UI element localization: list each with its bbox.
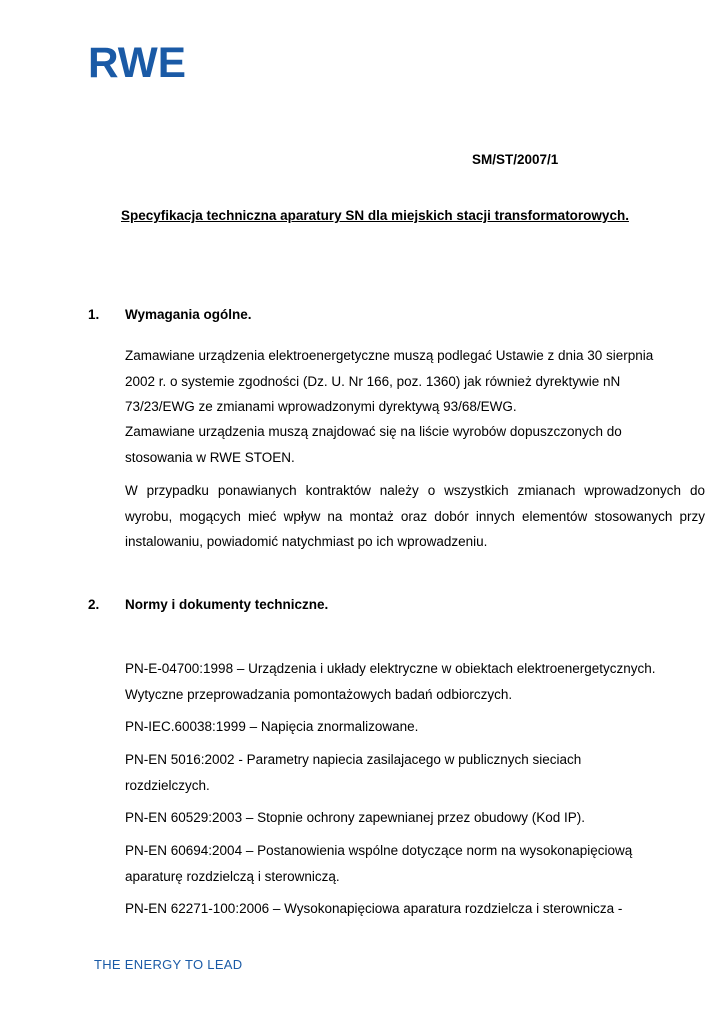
norm-line: PN-E-04700:1998 – Urządzenia i układy elektryczne w obiektach elektroenergetycznych. bbox=[125, 661, 656, 676]
section-1-paragraph-3: W przypadku ponawianych kontraktów należy o wszystkich zmianach wprowadzonych do wyrobu, mogących mieć wpływ na montaż oraz dobór innych elementów stosowanych przy instalowaniu, powiadomić natychmiast po ich wprowadzeniu. bbox=[125, 483, 705, 549]
norm-line: PN-EN 5016:2002 - Parametry napiecia zasilajacego w publicznych sieciach bbox=[125, 752, 582, 767]
rwe-logo bbox=[88, 40, 188, 80]
paragraph-line: 2002 r. o systemie zgodności (Dz. U. Nr 166, poz. 1360) jak również dyrektywie nN bbox=[125, 373, 621, 389]
norm-item bbox=[125, 896, 705, 922]
norm-item bbox=[125, 805, 705, 831]
norm-line: PN-EN 62271-100:2006 – Wysokonapięciowa aparatura rozdzielcza i sterownicza - bbox=[125, 901, 623, 916]
norm-line: rozdzielczych. bbox=[125, 777, 210, 793]
norm-line: PN-EN 60529:2003 – Stopnie ochrony zapewnianej przez obudowy (Kod IP). bbox=[125, 810, 586, 825]
section-1-paragraph-2 bbox=[125, 419, 705, 470]
paragraph-line: Zamawiane urządzenia elektroenergetyczne muszą podlegać Ustawie z dnia 30 sierpnia bbox=[125, 348, 654, 363]
section-2-title: Normy i dokumenty techniczne. bbox=[125, 597, 329, 612]
norm-item bbox=[125, 747, 705, 798]
rwe-logo-text: RWE bbox=[88, 40, 186, 80]
norm-line: Wytyczne przeprowadzania pomontażowych badań odbiorczych. bbox=[125, 686, 513, 702]
document-code: SM/ST/2007/1 bbox=[472, 152, 559, 167]
norm-line: aparaturę rozdzielczą i sterowniczą. bbox=[125, 868, 340, 884]
norm-item bbox=[125, 714, 705, 740]
section-1-title: Wymagania ogólne. bbox=[125, 307, 252, 322]
section-2-number: 2. bbox=[88, 597, 100, 612]
norm-item bbox=[125, 838, 705, 889]
norm-item bbox=[125, 656, 705, 707]
paragraph-line: stosowania w RWE STOEN. bbox=[125, 449, 295, 465]
norm-line: PN-EN 60694:2004 – Postanowienia wspólne dotyczące norm na wysokonapięciową bbox=[125, 843, 633, 858]
document-title: Specyfikacja techniczna aparatury SN dla miejskich stacji transformatorowych. bbox=[121, 208, 629, 223]
norm-line: PN-IEC.60038:1999 – Napięcia znormalizowane. bbox=[125, 719, 419, 734]
paragraph-line: Zamawiane urządzenia muszą znajdować się na liście wyrobów dopuszczonych do bbox=[125, 424, 622, 439]
section-1-number: 1. bbox=[88, 307, 100, 322]
paragraph-line: 73/23/EWG ze zmianami wprowadzonymi dyrektywą 93/68/EWG. bbox=[125, 399, 517, 414]
footer-tagline: THE ENERGY TO LEAD bbox=[94, 957, 243, 972]
section-1-paragraph-1 bbox=[125, 343, 705, 420]
